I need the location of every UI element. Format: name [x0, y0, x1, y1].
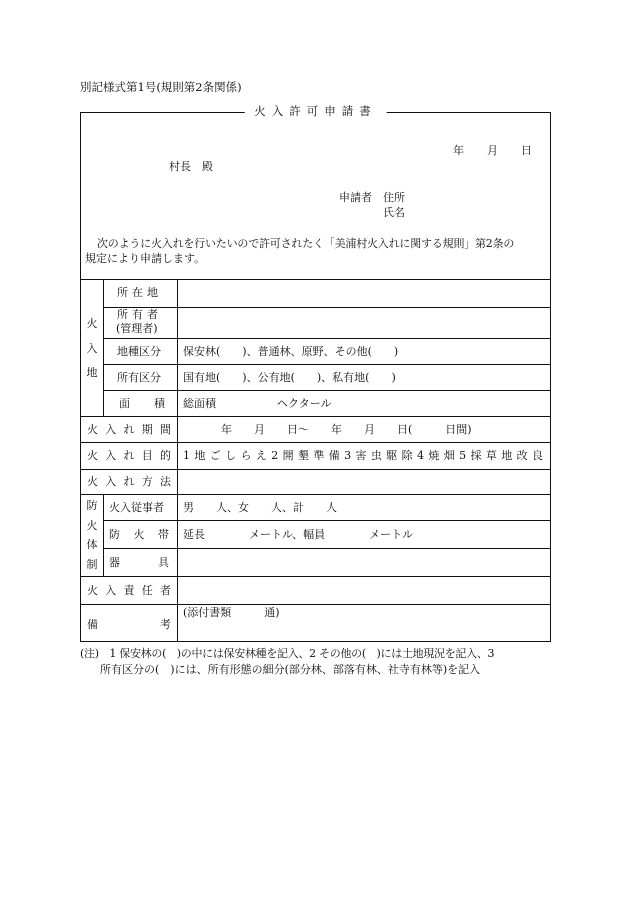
land-class-value: 保安林( )、普通林、原野、その他( ) [183, 345, 399, 358]
manager-row-bottom [81, 604, 550, 605]
workers-label: 火入従事者 [109, 501, 164, 514]
date-month-label: 月 [487, 144, 498, 157]
footnote-line-2: 所有区分の( )には、所有形態の細分(部分林、部落有林、社寺有林等)を記入 [100, 663, 481, 676]
firebreak-value: 延長 メートル、幅員 メートル [183, 528, 414, 541]
application-form [80, 104, 551, 642]
date-year-label: 年 [453, 144, 464, 157]
firebreak-label: 防火帯 [109, 528, 169, 541]
application-statement-line-1: 次のように火入れを行いたいので許可されたく「美浦村火入れに関する規則」第2条の [97, 237, 515, 250]
applicant-label: 申請者 [339, 191, 372, 204]
manager-sub-label: (管理者) [116, 322, 158, 335]
site-group-column-line [103, 279, 104, 416]
equipment-label: 器具 [109, 556, 169, 569]
fire-manager-label: 火入責任者 [87, 584, 171, 597]
land-class-label: 地種区分 [117, 345, 161, 358]
location-label: 所在地 [117, 286, 162, 299]
value-column-line [177, 279, 178, 641]
purpose-row-bottom [81, 469, 550, 470]
owner-label: 所有者 [117, 308, 162, 321]
purpose-value: 1地ごしらえ2開墾準備3害虫駆除4焼畑5採草地改良 [183, 449, 543, 462]
ownership-value: 国有地( )、公有地( )、私有地( ) [183, 371, 396, 384]
site-row-divider-1 [103, 307, 550, 308]
fire-row-divider-2 [103, 548, 550, 549]
form-title: 火入許可申請書 [244, 106, 387, 118]
site-row-divider-4 [103, 390, 550, 391]
fire-group-label: 防 火 体 制 [86, 499, 98, 571]
area-label: 面積 [119, 397, 165, 410]
period-label: 火入れ期間 [87, 423, 171, 436]
period-value: 年 月 日～ 年 月 日( 日間) [221, 423, 472, 436]
fire-group-bottom [81, 576, 550, 577]
table-top-border [81, 279, 550, 280]
remarks-label: 備考 [87, 618, 171, 631]
application-statement-line-2: 規定により申請します。 [85, 252, 206, 265]
addressee: 村長 殿 [169, 160, 213, 173]
site-row-divider-3 [103, 364, 550, 365]
remarks-value: (添付書類 通) [183, 606, 280, 619]
area-prefix: 総面積 [183, 397, 216, 410]
site-group-label: 火 入 地 [86, 317, 98, 379]
name-label: 氏名 [383, 206, 405, 219]
method-label: 火入れ方法 [87, 475, 171, 488]
fire-row-divider-1 [103, 520, 550, 521]
site-row-divider-2 [103, 338, 550, 339]
area-unit: ヘクタール [277, 397, 332, 410]
site-group-bottom [81, 416, 550, 417]
fire-group-column-line [103, 494, 104, 576]
form-reference: 別記様式第1号(規則第2条関係) [80, 80, 242, 94]
date-day-label: 日 [521, 144, 532, 157]
workers-value: 男 人、女 人、計 人 [183, 501, 337, 514]
period-row-bottom [81, 442, 550, 443]
ownership-label: 所有区分 [117, 371, 161, 384]
method-row-bottom [81, 494, 550, 495]
address-label: 住所 [383, 191, 405, 204]
purpose-label: 火入れ目的 [87, 449, 171, 462]
footnote-line-1: (注) 1 保安林の( )の中には保安林種を記入、2 その他の( )には土地現況を記入、3 [80, 647, 495, 660]
